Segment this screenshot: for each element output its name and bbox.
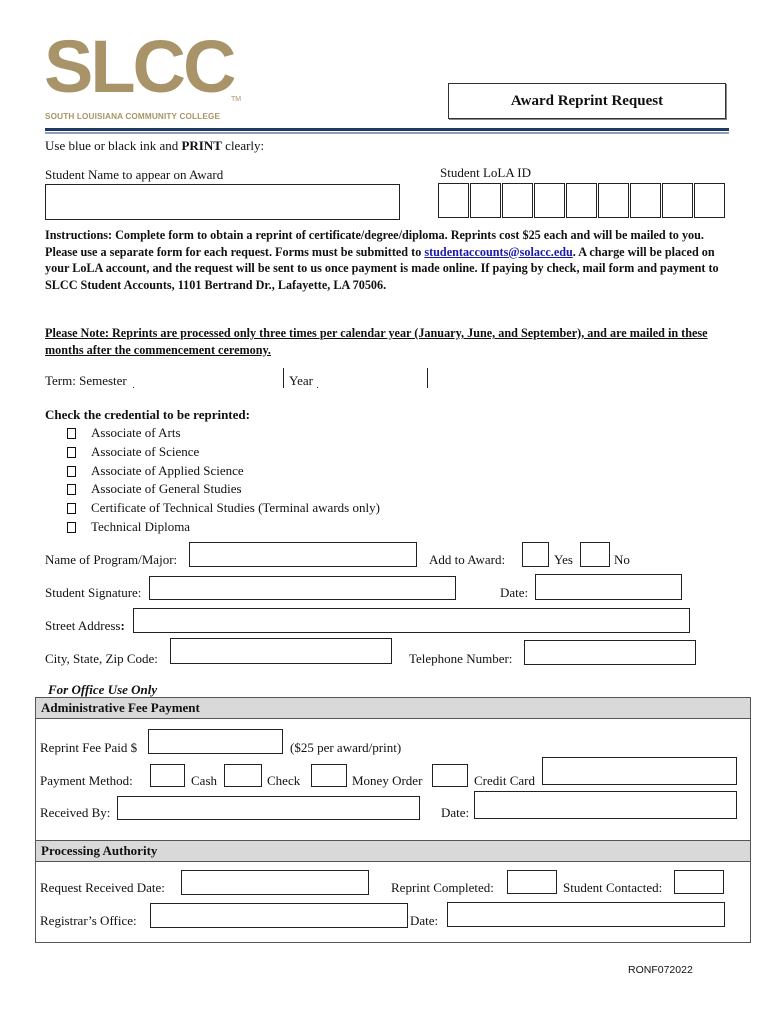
lola-digit-box[interactable] — [694, 183, 725, 218]
fee-note: ($25 per award/print) — [290, 740, 402, 755]
lola-digit-box[interactable] — [566, 183, 597, 218]
signature-date-label: Date: — [500, 585, 529, 600]
semester-field-edge — [134, 368, 284, 388]
payment-option-check: Check — [267, 773, 301, 788]
credential-heading: Check the credential to be reprinted: — [45, 407, 250, 422]
credit-card-field[interactable] — [542, 757, 737, 785]
lola-id-label: Student LoLA ID — [440, 165, 531, 180]
office-use-heading: For Office Use Only — [48, 682, 158, 697]
street-address-label: Street Address: — [45, 618, 125, 633]
lola-digit-box[interactable] — [502, 183, 533, 218]
student-contacted-label: Student Contacted: — [563, 880, 663, 895]
signature-label: Student Signature: — [45, 585, 142, 600]
signature-date-field[interactable] — [535, 574, 682, 600]
reprint-fee-label: Reprint Fee Paid $ — [40, 740, 138, 755]
lola-digit-box[interactable] — [598, 183, 629, 218]
student-name-label: Student Name to appear on Award — [45, 167, 224, 182]
credential-checkbox[interactable] — [67, 428, 76, 439]
request-received-label: Request Received Date: — [40, 880, 165, 895]
payment-option-cash: Cash — [191, 773, 217, 788]
payment-option-credit-card: Credit Card — [474, 773, 536, 788]
credential-option: Associate of Science — [91, 444, 200, 459]
add-award-yes-box[interactable] — [522, 542, 549, 567]
lola-digit-box[interactable] — [438, 183, 469, 218]
instructions-paragraph: Instructions: Complete form to obtain a reprint of certificate/degree/diploma. Reprints cost $25 each and will be mailed to you. Please use a separate form for each request. Forms must be submitted to studentaccounts@solacc.edu. A charge will be placed on your LoLA account, and the request will be sent to us once payment is made online. If paying by check, mail form and payment to SLCC Student Accounts, 1101 Bertrand Dr., Lafayette, LA 70506. — [45, 228, 719, 292]
credential-checkbox[interactable] — [67, 503, 76, 514]
street-address-field[interactable] — [133, 608, 690, 633]
year-label: Year — [289, 373, 313, 388]
reprint-completed-field[interactable] — [507, 870, 557, 894]
payment-method-label: Payment Method: — [40, 773, 133, 788]
student-accounts-email-link[interactable]: studentaccounts@solacc.edu — [424, 244, 573, 259]
processing-note: Please Note: Reprints are processed only three times per calendar year (January, June, and September), and are mailed in these months after the commencement ceremony. — [45, 326, 708, 357]
credential-checkbox[interactable] — [67, 522, 76, 533]
credential-option: Technical Diploma — [91, 519, 191, 534]
credential-option: Associate of General Studies — [91, 481, 242, 496]
semester-label: Term: Semester — [45, 373, 127, 388]
credit-card-checkbox[interactable] — [432, 764, 468, 787]
registrar-office-label: Registrar’s Office: — [40, 913, 137, 928]
money-order-checkbox[interactable] — [311, 764, 347, 787]
lola-digit-box[interactable] — [662, 183, 693, 218]
no-label: No — [614, 552, 630, 567]
student-contacted-field[interactable] — [674, 870, 724, 894]
received-by-field[interactable] — [117, 796, 420, 820]
registrar-date-field[interactable] — [447, 902, 725, 927]
program-label: Name of Program/Major: — [45, 552, 178, 567]
signature-field[interactable] — [149, 576, 456, 600]
form-code: RONF072022 — [628, 964, 693, 976]
credential-checkbox[interactable] — [67, 466, 76, 477]
request-received-field[interactable] — [181, 870, 369, 895]
form-title-box — [448, 83, 726, 119]
add-to-award-label: Add to Award: — [429, 552, 506, 567]
reprint-fee-field[interactable] — [148, 729, 283, 754]
lola-digit-box[interactable] — [470, 183, 501, 218]
received-date-label: Date: — [441, 805, 470, 820]
check-checkbox[interactable] — [224, 764, 262, 787]
credential-checkbox[interactable] — [67, 447, 76, 458]
credential-checkbox[interactable] — [67, 484, 76, 495]
year-field-edge — [318, 368, 428, 388]
add-award-no-box[interactable] — [580, 542, 610, 567]
admin-fee-section-header: Administrative Fee Payment — [35, 697, 751, 719]
ink-instruction: Use blue or black ink and PRINT clearly: — [45, 138, 265, 153]
header-rule-shadow — [45, 132, 729, 134]
credential-option: Associate of Arts — [91, 425, 181, 440]
payment-option-money-order: Money Order — [352, 773, 423, 788]
telephone-field[interactable] — [524, 640, 696, 665]
received-date-field[interactable] — [474, 791, 737, 819]
cash-checkbox[interactable] — [150, 764, 185, 787]
header-rule — [45, 128, 729, 131]
credential-option: Associate of Applied Science — [91, 463, 244, 478]
lola-digit-box[interactable] — [534, 183, 565, 218]
credential-option: Certificate of Technical Studies (Terminal awards only) — [91, 500, 380, 515]
city-state-zip-label: City, State, Zip Code: — [45, 651, 158, 666]
program-field[interactable] — [189, 542, 417, 567]
registrar-office-field[interactable] — [150, 903, 408, 928]
processing-authority-header: Processing Authority — [35, 840, 751, 862]
student-name-field[interactable] — [45, 184, 400, 220]
registrar-date-label: Date: — [410, 913, 439, 928]
form-title: Award Reprint Request — [510, 92, 664, 109]
logo-subtitle: SOUTH LOUISIANA COMMUNITY COLLEGE — [45, 112, 221, 121]
logo-trademark: TM — [231, 96, 242, 103]
yes-label: Yes — [554, 552, 573, 567]
received-by-label: Received By: — [40, 805, 111, 820]
reprint-completed-label: Reprint Completed: — [391, 880, 494, 895]
slcc-logo: SLCC — [44, 25, 234, 108]
telephone-label: Telephone Number: — [409, 651, 513, 666]
lola-digit-box[interactable] — [630, 183, 661, 218]
city-state-zip-field[interactable] — [170, 638, 392, 664]
